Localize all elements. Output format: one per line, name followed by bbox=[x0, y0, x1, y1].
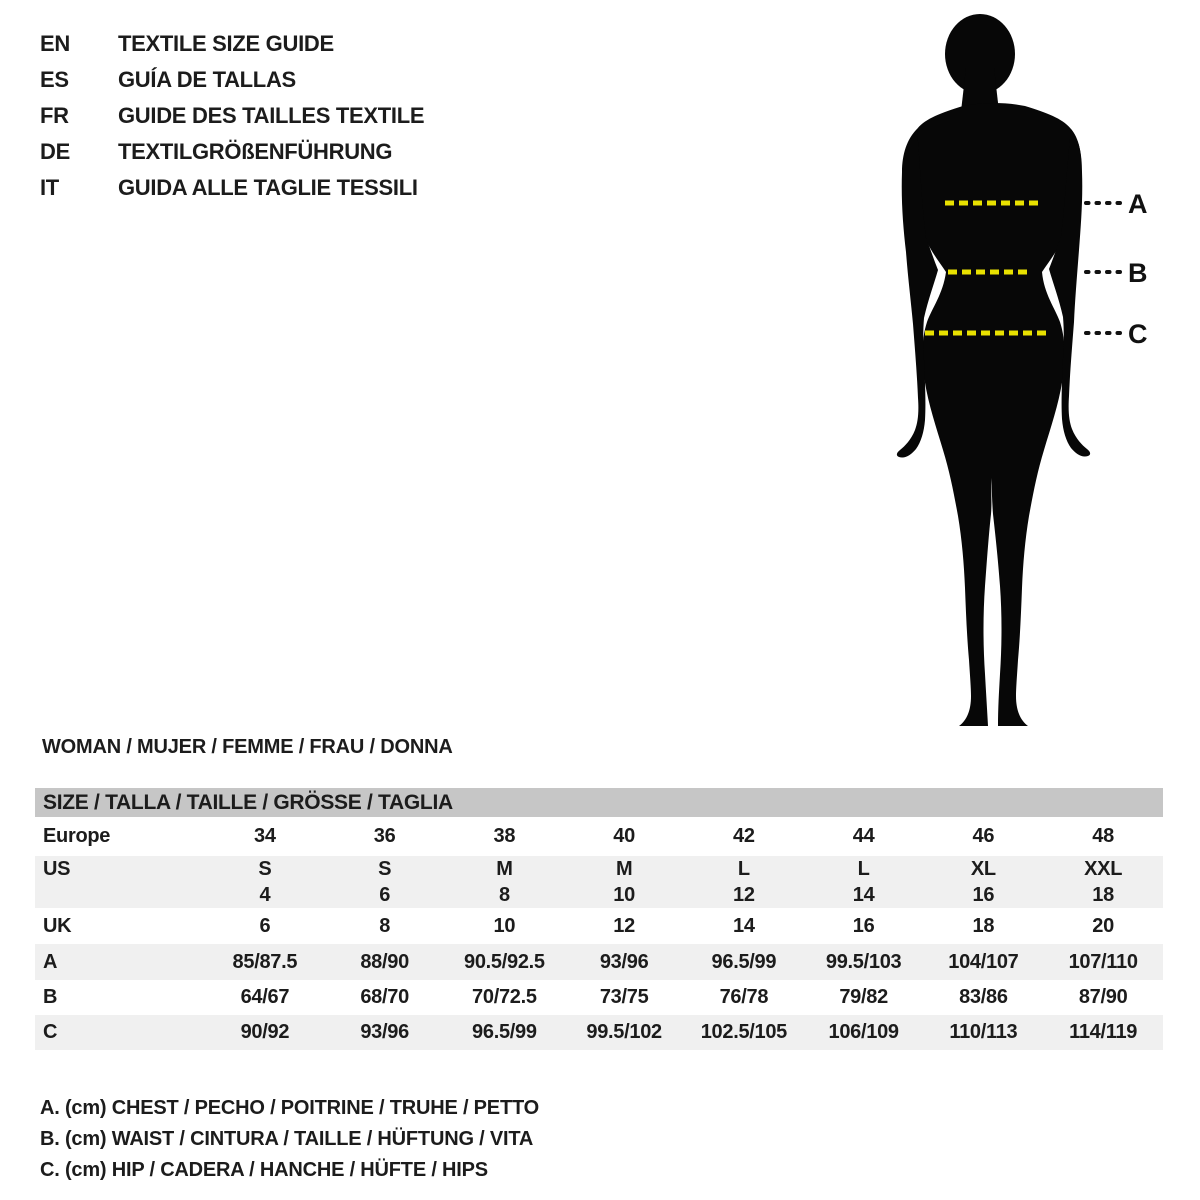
size-cell: 8 bbox=[498, 884, 510, 906]
size-cell: 70/72.5 bbox=[472, 986, 537, 1008]
size-cell: XXL bbox=[1084, 858, 1123, 880]
size-cell: 102.5/105 bbox=[700, 1021, 788, 1043]
lang-code: FR bbox=[40, 103, 69, 128]
size-cell: 14 bbox=[852, 884, 875, 906]
size-cell: 64/67 bbox=[240, 986, 290, 1008]
size-cell: 110/113 bbox=[949, 1021, 1018, 1043]
table-row-chest-a bbox=[35, 944, 1163, 980]
size-cell: 87/90 bbox=[1078, 986, 1128, 1008]
size-cell: 76/78 bbox=[719, 986, 769, 1008]
legend-chest: A. (cm) CHEST / PECHO / POITRINE / TRUHE / PETTO bbox=[40, 1097, 539, 1119]
lang-code: DE bbox=[40, 139, 70, 164]
size-cell: 40 bbox=[613, 825, 635, 847]
size-cell: S bbox=[378, 858, 392, 880]
size-cell: M bbox=[615, 858, 633, 880]
size-cell: 104/107 bbox=[948, 951, 1019, 973]
size-cell: 46 bbox=[972, 825, 995, 847]
legend-waist: B. (cm) WAIST / CINTURA / TAILLE / HÜFTUNG / VITA bbox=[40, 1128, 534, 1150]
size-cell: 12 bbox=[733, 884, 755, 906]
row-label: Europe bbox=[43, 825, 111, 847]
woman-silhouette bbox=[897, 14, 1090, 726]
lang-row-en bbox=[40, 26, 424, 62]
size-cell: 20 bbox=[1092, 915, 1114, 937]
size-cell: L bbox=[857, 858, 870, 880]
size-cell: 36 bbox=[373, 825, 396, 847]
table-row-waist-b bbox=[35, 980, 1163, 1015]
gender-heading: WOMAN / MUJER / FEMME / FRAU / DONNA bbox=[42, 736, 453, 758]
size-cell: 114/119 bbox=[1069, 1021, 1138, 1043]
size-cell: 16 bbox=[972, 884, 995, 906]
table-row-uk bbox=[35, 908, 1163, 944]
size-cell: 90.5/92.5 bbox=[464, 951, 545, 973]
size-cell: 6 bbox=[379, 884, 391, 906]
size-cell: 106/109 bbox=[828, 1021, 899, 1043]
size-cell: 12 bbox=[613, 915, 635, 937]
size-cell: 93/96 bbox=[360, 1021, 409, 1043]
size-cell: M bbox=[496, 858, 513, 880]
lang-row-de bbox=[40, 134, 424, 170]
lang-row-it bbox=[40, 170, 424, 206]
guide-title: GUIDA ALLE TAGLIE TESSILI bbox=[118, 175, 418, 200]
lang-code: IT bbox=[40, 175, 59, 200]
size-cell: 96.5/99 bbox=[472, 1021, 537, 1043]
size-cell: 4 bbox=[259, 884, 271, 906]
size-cell: 14 bbox=[733, 915, 755, 937]
size-cell: 68/70 bbox=[360, 986, 409, 1008]
size-cell: 16 bbox=[852, 915, 875, 937]
size-cell: 18 bbox=[1092, 884, 1114, 906]
measurement-legend bbox=[40, 1093, 539, 1186]
legend-hip: C. (cm) HIP / CADERA / HANCHE / HÜFTE / HIPS bbox=[40, 1159, 488, 1181]
row-label: A bbox=[43, 951, 58, 973]
size-table bbox=[35, 788, 1163, 1050]
lang-code: EN bbox=[40, 31, 70, 56]
guide-title: TEXTILE SIZE GUIDE bbox=[118, 31, 334, 56]
size-cell: 38 bbox=[493, 825, 516, 847]
size-cell: 90/92 bbox=[240, 1021, 290, 1043]
torso-legs-shape bbox=[907, 103, 1082, 726]
label-b: B bbox=[1128, 258, 1148, 288]
size-cell: 96.5/99 bbox=[711, 951, 777, 973]
row-label: US bbox=[43, 858, 71, 880]
size-cell: 10 bbox=[493, 915, 516, 937]
guide-title: GUÍA DE TALLAS bbox=[118, 67, 296, 92]
table-row-europe bbox=[35, 817, 1163, 856]
guide-title: TEXTILGRÖßENFÜHRUNG bbox=[118, 139, 393, 164]
size-cell: 73/75 bbox=[599, 986, 649, 1008]
size-cell: L bbox=[737, 858, 750, 880]
size-cell: 88/90 bbox=[360, 951, 409, 973]
row-label: C bbox=[43, 1021, 58, 1043]
table-row-us-numeric bbox=[35, 882, 1163, 908]
row-label: B bbox=[43, 986, 58, 1008]
woman-measurement-diagram bbox=[880, 8, 1200, 738]
table-row-hip-c bbox=[35, 1015, 1163, 1050]
size-cell: S bbox=[258, 858, 272, 880]
size-cell: 42 bbox=[733, 825, 755, 847]
size-cell: 48 bbox=[1092, 825, 1114, 847]
woman-silhouette-svg bbox=[880, 8, 1200, 738]
size-cell: 6 bbox=[259, 915, 271, 937]
size-cell: 34 bbox=[254, 825, 276, 847]
size-cell: 99.5/102 bbox=[586, 1021, 662, 1043]
table-row-us bbox=[35, 856, 1163, 882]
size-cell: 18 bbox=[972, 915, 995, 937]
row-label: UK bbox=[43, 915, 72, 937]
lang-row-es bbox=[40, 62, 424, 98]
size-cell: 83/86 bbox=[959, 986, 1008, 1008]
lang-code: ES bbox=[40, 67, 69, 92]
size-cell: 107/110 bbox=[1068, 951, 1138, 973]
label-a: A bbox=[1128, 189, 1148, 219]
label-c: C bbox=[1128, 319, 1148, 349]
size-table-header: SIZE / TALLA / TAILLE / GRÖSSE / TAGLIA bbox=[35, 788, 1163, 817]
lang-row-fr bbox=[40, 98, 424, 134]
row-label bbox=[35, 882, 205, 908]
size-cell: 44 bbox=[852, 825, 875, 847]
language-title-list bbox=[40, 26, 424, 206]
size-cell: XL bbox=[970, 858, 996, 880]
size-cell: 10 bbox=[613, 884, 635, 906]
size-cell: 99.5/103 bbox=[825, 951, 902, 973]
size-cell: 93/96 bbox=[599, 951, 649, 973]
size-cell: 8 bbox=[379, 915, 391, 937]
size-cell: 85/87.5 bbox=[232, 951, 298, 973]
size-cell: 79/82 bbox=[839, 986, 888, 1008]
guide-title: GUIDE DES TAILLES TEXTILE bbox=[118, 103, 425, 128]
